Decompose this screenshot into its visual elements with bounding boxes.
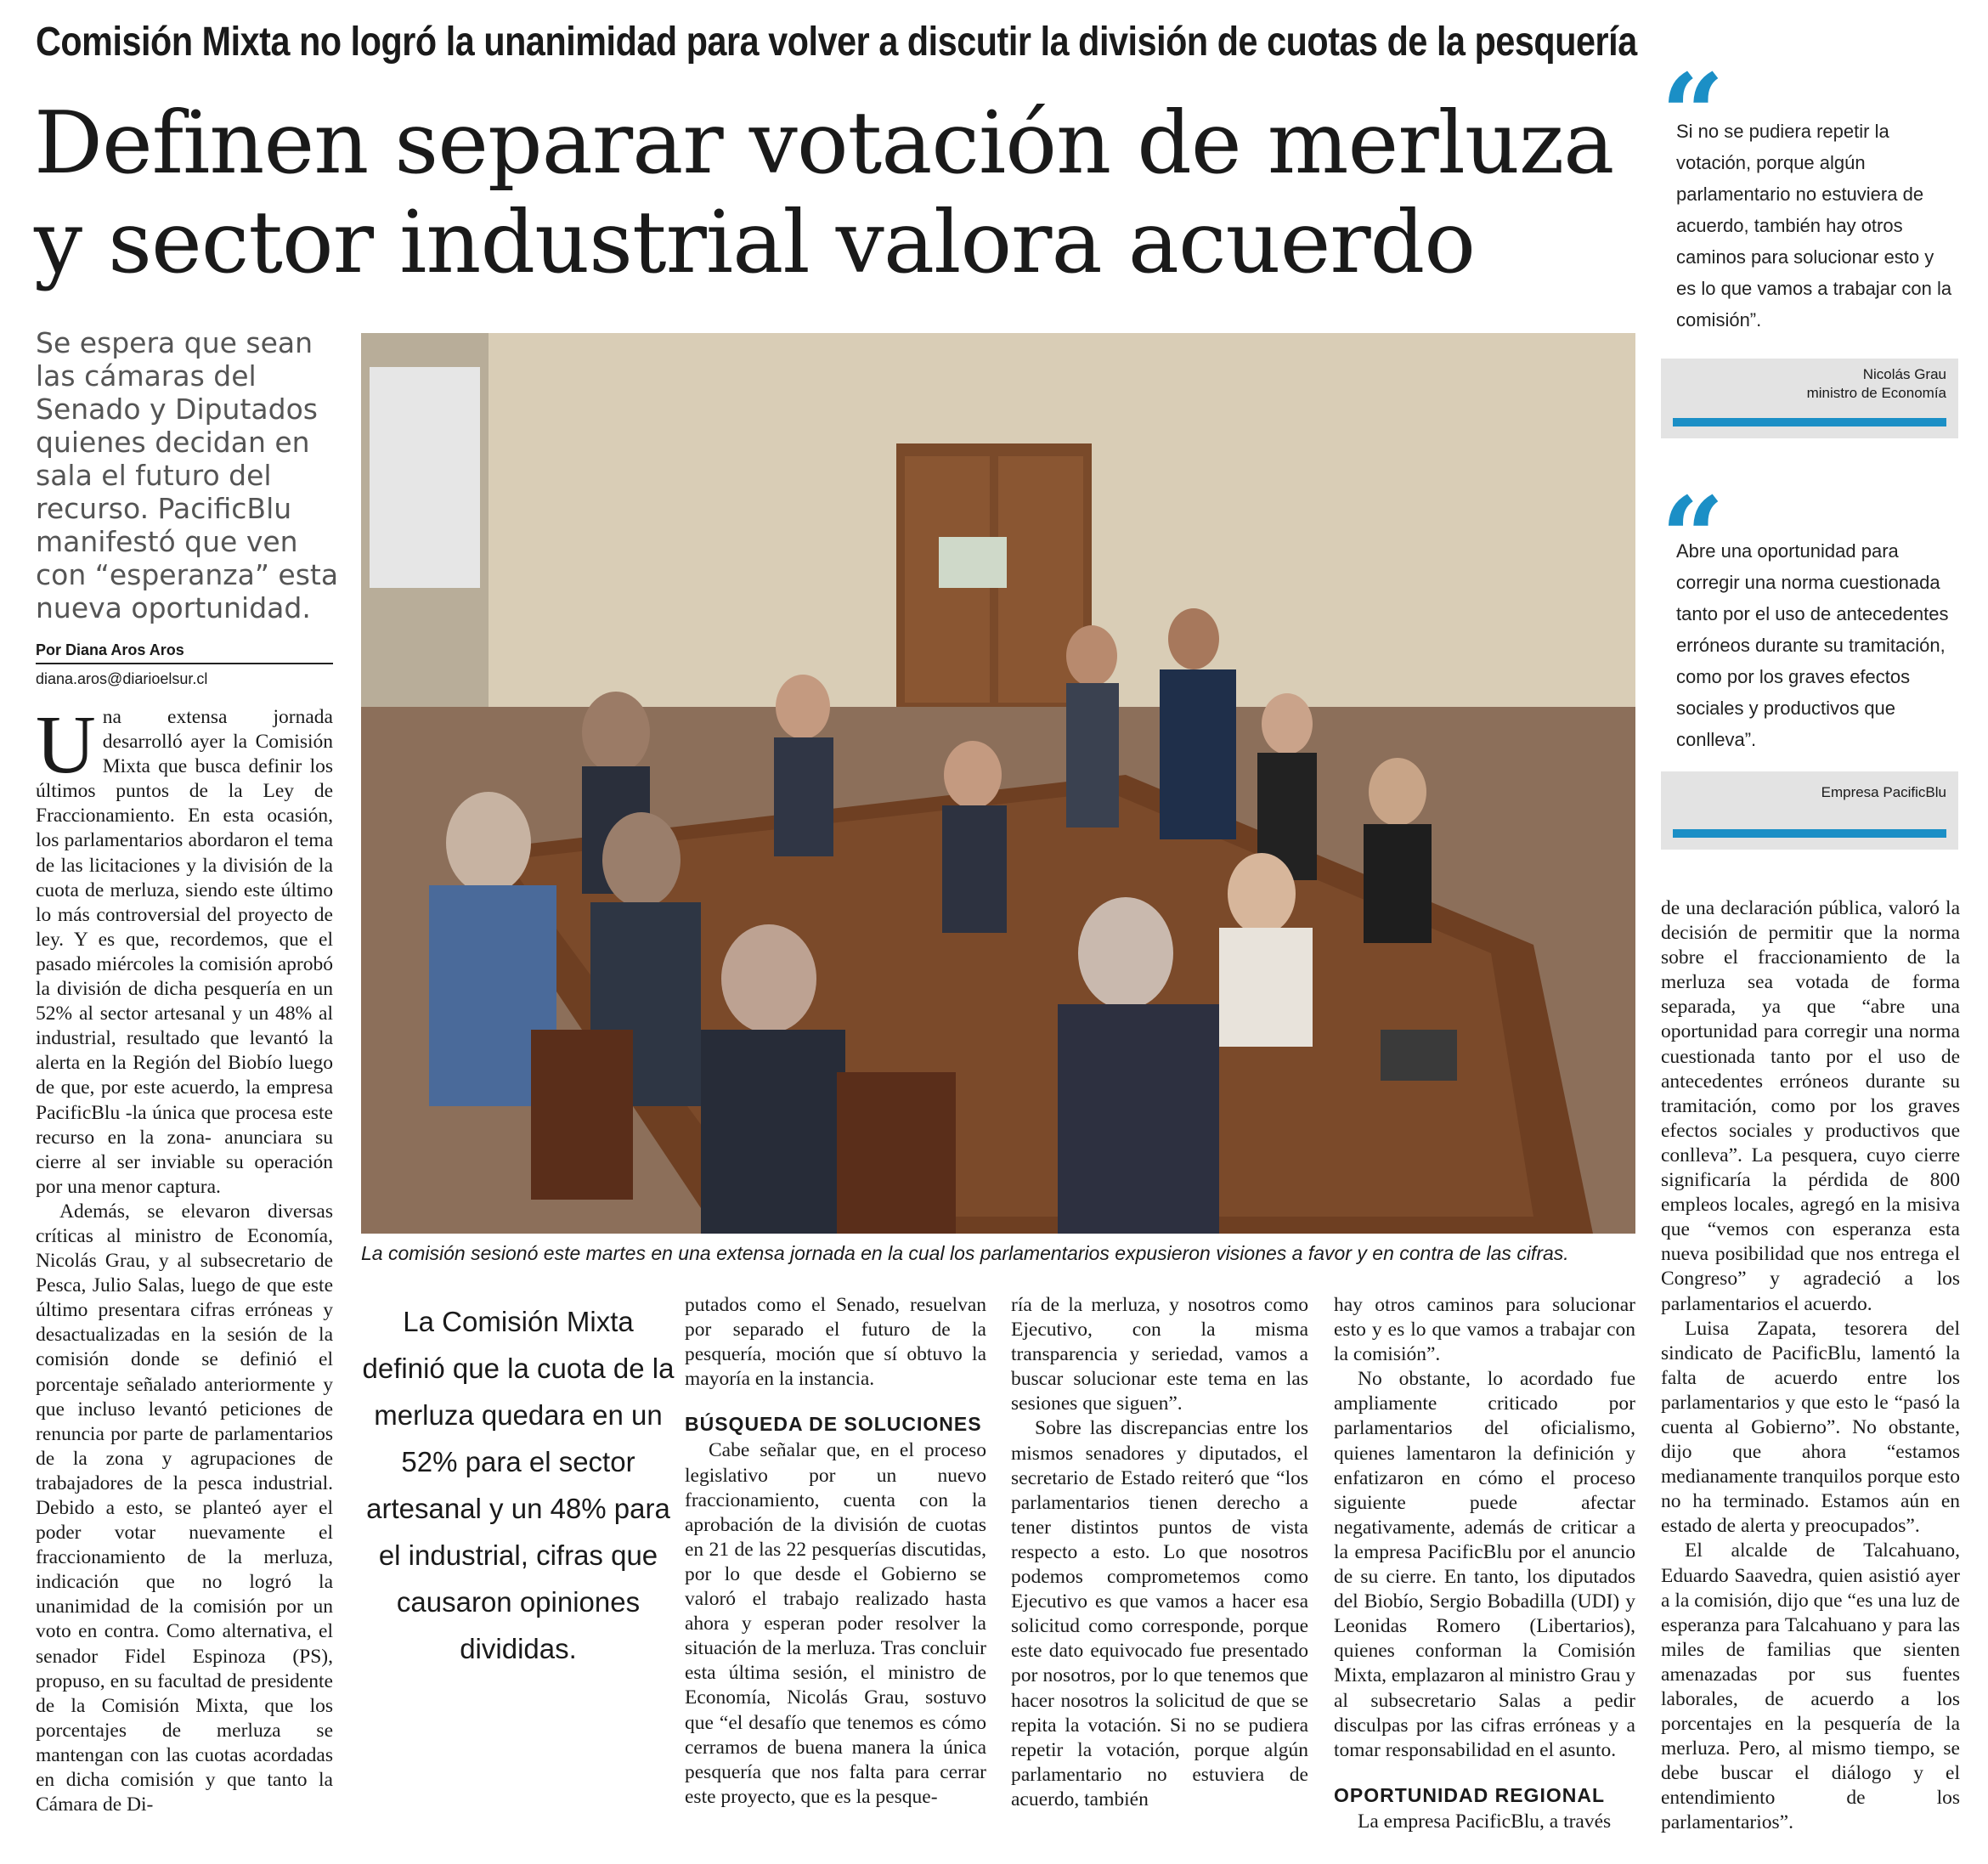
headline <box>34 93 1631 292</box>
article-column-3 <box>685 1293 986 1810</box>
article-paragraph-11: Luisa Zapata, tesorera del sindicato de PacificBlu, lamentó la falta de acuerdo entre los parlamentarios y que esto le “pasó la cuenta al Gobierno”. No obstante, dijo que ahora “estamos medianamente tranquilos porque esto no ha terminado. Estamos aún en estado de alerta y preocupados”. <box>1661 1317 1960 1538</box>
quote-1-name: Nicolás Grau <box>1862 366 1946 382</box>
meeting-photo-illustration <box>361 333 1635 1234</box>
subhead-oportunidad: OPORTUNIDAD REGIONAL <box>1334 1783 1605 1806</box>
quote-2-accent-bar <box>1673 829 1946 838</box>
article-column-6 <box>1661 896 1960 1836</box>
article-paragraph-10: de una declaración pública, valoró la decisión de permitir que la norma sobre el fraccionamiento de la merluza sea votada de forma separada, ya que “abre una oportunidad para corregir una norma cuestionada tanto por el uso de antecedentes erróneos durante su tramitación, como por los graves efectos sociales y productivos que conlleva”. La pesquera, cuyo cierre significaría la pérdida de 800 empleos locales, agregó en la misiva que “vemos con esperanza esta nueva posibilidad que nos entrega el Congreso” y agradeció a los parlamentarios el acuerdo. <box>1661 897 1960 1315</box>
article-column-1 <box>36 699 333 1817</box>
quote-1-attribution <box>1661 359 1958 438</box>
article-paragraph-12: El alcalde de Talcahuano, Eduardo Saavedra, quien asistió ayer a la comisión, dijo que “es una luz de esperanza para Talcahuano y para las miles de familias que sienten amenazadas por sus fuentes laborales, de acuerdo a los porcentajes en la pesquería de la merluza. Pero, al mismo tiempo, se debe buscar el diálogo y el entendimiento de los parlamentarios”. <box>1661 1539 1960 1834</box>
quote-2-attribution <box>1661 771 1958 850</box>
byline-email[interactable] <box>36 668 333 690</box>
lead-paragraph: Se espera que sean las cámaras del Senado y Diputados quienes decidan en sala el futuro del recurso. PacificBlu manifestó que ven con “esperanza” esta nueva oportunidad. <box>36 326 339 624</box>
subhead-busqueda: BÚSQUEDA DE SOLUCIONES <box>685 1413 982 1436</box>
drop-cap: U <box>36 699 96 791</box>
article-paragraph-5: ría de la merluza, y nosotros como Ejecutivo, con la misma transparencia y seriedad, vamos a buscar solucionar este tema en las sesiones que siguen”. <box>1011 1294 1308 1415</box>
quote-box-1 <box>1661 49 1958 336</box>
quote-2-name: Empresa PacificBlu <box>1821 784 1946 800</box>
article-paragraph-3: putados como el Senado, resuelvan por separado el futuro de la pesquería, moción que sí obtuvo la mayoría en la instancia. <box>685 1294 986 1391</box>
article-column-5 <box>1334 1293 1635 1834</box>
pull-quote: La Comisión Mixta definió que la cuota de la merluza quedara en un 52% para el sector artesanal y un 48% para el industrial, cifras que causaron opiniones divididas. <box>362 1306 675 1664</box>
quote-1-text: Si no se pudiera repetir la votación, porque algún parlamentario no estuviera de acuerdo, también hay otros caminos para solucionar esto y es lo que vamos a trabajar con la comisión”. <box>1676 121 1952 330</box>
byline-author: Por Diana Aros Aros <box>36 641 184 658</box>
article-paragraph-7: hay otros caminos para solucionar esto y es lo que vamos a trabajar con la comisión”. <box>1334 1294 1635 1366</box>
quote-mark-icon: “ <box>1661 472 1725 602</box>
photo-caption: La comisión sesionó este martes en una extensa jornada en la cual los parlamentarios expusieron visiones a favor y en contra de las cifras. <box>361 1242 1569 1264</box>
article-paragraph-1: Una extensa jornada desarrolló ayer la Comisión Mixta que busca definir los últimos puntos de la Ley de Fraccionamiento. En esta ocasión, los parlamentarios abordaron el tema de las licitaciones y la división de la cuota de merluza, siendo este último lo más controversial del proyecto de ley. Y es que, recordemos, que el pasado miércoles la comisión aprobó la división de dicha pesquería en un 52% al sector artesanal y un 48% al industrial, resultado que levantó la alerta en la Región del Biobío luego de que, por este acuerdo, la empresa PacificBlu -la única que procesa este recurso en la zona- anunciara su cierre al ser inviable su operación por una menor captura. <box>36 699 333 1198</box>
byline <box>36 639 333 661</box>
quote-1-accent-bar <box>1673 418 1946 426</box>
headline-line-2: y sector industrial valora acuerdo <box>34 192 1476 292</box>
quote-mark-icon: “ <box>1661 49 1725 179</box>
article-paragraph-2: Además, se elevaron diversas críticas al ministro de Economía, Nicolás Grau, y al subsecretario de Pesca, Julio Salas, luego de que este último presentara cifras erróneas y desactualizadas en la sesión de la comisión donde se definió el porcentaje señalado anteriormente y que incluso levantó peticiones de renuncia por parte de parlamentarios de la zona y agrupaciones de trabajadores de la pesca industrial. Debido a esto, se planteó ayer el poder votar nuevamente el fraccionamiento de la merluza, indicación que no logró la unanimidad de la comisión por un voto en contra. Como alternativa, el senador Fidel Espinoza (PS), propuso, en su facultad de presidente de la Comisión Mixta, que los porcentajes de merluza se mantengan con las cuotas acordadas en dicha comisión y que tanto la Cámara de Di- <box>36 1200 333 1816</box>
article-paragraph-9: La empresa PacificBlu, a través <box>1358 1810 1612 1833</box>
article-paragraph-8: No obstante, lo acordado fue ampliamente criticado por parlamentarios del oficialismo, quienes lamentaron la definición y enfatizaron en cómo el proceso siguiente puede afectar negativamente, además de criticar a la empresa PacificBlu por el anuncio de su cierre. En tanto, los diputados del Biobío, Sergio Bobadilla (UDI) y Leonidas Romero (Libertarios), quienes conforman la Comisión Mixta, emplazaron al ministro Grau y al subsecretario Salas a pedir disculpas por las cifras erróneas y a tomar responsabilidad en el asunto. <box>1334 1368 1636 1761</box>
author-email-link[interactable]: diana.aros@diarioelsur.cl <box>36 670 208 687</box>
quote-2-text: Abre una oportunidad para corregir una norma cuestionada tanto por el uso de antecedentes erróneos durante su tramitación, como por los graves efectos sociales y productivos que conlleva”. <box>1676 540 1949 750</box>
quote-1-role: ministro de Economía <box>1806 385 1946 401</box>
meeting-photo <box>361 333 1635 1234</box>
quote-box-2 <box>1661 472 1958 755</box>
kicker: Comisión Mixta no logró la unanimidad para volver a discutir la división de cuotas de la pesquería <box>36 20 1637 65</box>
article-paragraph-4: Cabe señalar que, en el proceso legislativo por un nuevo fraccionamiento, cuenta con la aprobación de la división de cuotas en 21 de las 22 pesquerías discutidas, por lo que desde el Gobierno se valoró el trabajo realizado hasta ahora y esperan poder resolver la situación de la merluza. Tras concluir esta última sesión, el ministro de Economía, Nicolás Grau, sostuvo que “el desafío que tenemos es cómo cerramos de buena manera la única pesquería que nos falta para cerrar este proyecto, que es la pesque- <box>685 1439 986 1808</box>
headline-line-1: Definen separar votación de merluza <box>34 93 1614 193</box>
byline-divider <box>36 663 333 664</box>
article-column-4 <box>1011 1293 1308 1812</box>
article-paragraph-6: Sobre las discrepancias entre los mismos senadores y diputados, el secretario de Estado reiteró que “los parlamentarios tienen derecho a tener distintos puntos de vista respecto a esto. Lo que nosotros podemos comprometemos como Ejecutivo es que vamos a hacer esa solicitud como corresponde, porque este dato equivocado fue presentado por nosotros, por lo que tenemos que hacer nosotros la solicitud de que se repita la votación. Si no se pudiera repetir la votación, porque algún parlamentario no estuviera de acuerdo, también <box>1011 1417 1308 1810</box>
